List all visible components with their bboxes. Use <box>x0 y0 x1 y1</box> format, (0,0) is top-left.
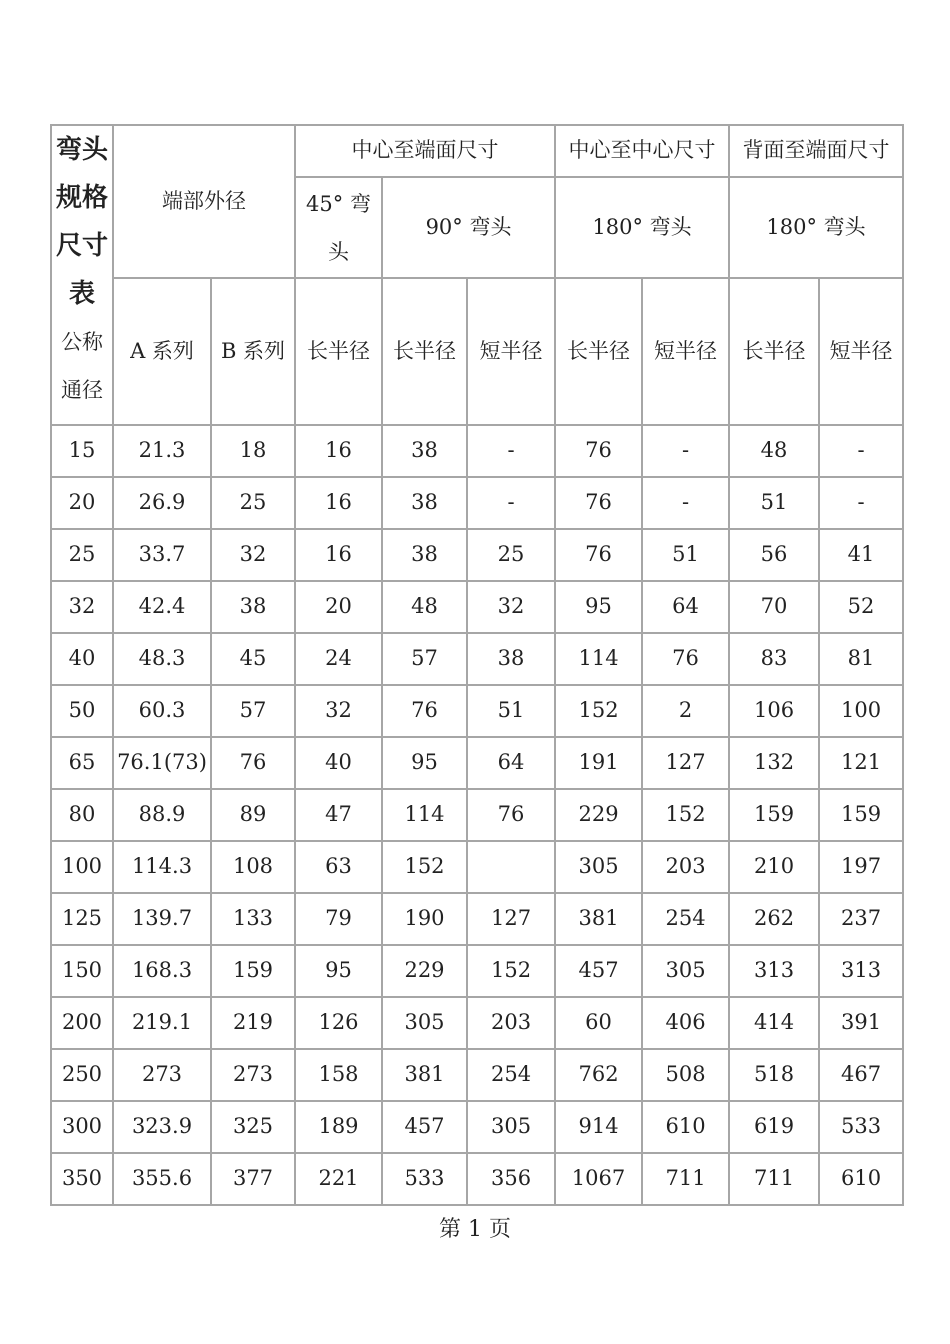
dimension-cell: 26.9 <box>113 477 211 529</box>
outer-diameter-header: 端部外径 <box>113 125 295 278</box>
dimension-cell: 610 <box>642 1101 729 1153</box>
table-row <box>51 737 903 789</box>
dimension-cell: 190 <box>382 893 467 945</box>
elbow-90-header: 90° 弯头 <box>382 177 555 278</box>
nominal-size-cell: 65 <box>51 737 113 789</box>
dimension-cell: 108 <box>211 841 295 893</box>
dimension-cell: 254 <box>467 1049 555 1101</box>
dimension-cell: 81 <box>819 633 903 685</box>
dimension-cell: 381 <box>555 893 642 945</box>
nominal-size-cell: 15 <box>51 425 113 477</box>
nominal-size-cell: 350 <box>51 1153 113 1205</box>
elbow-dimension-sheet <box>50 124 902 1206</box>
table-row <box>51 685 903 737</box>
dimension-cell: 762 <box>555 1049 642 1101</box>
elbow-180-back-header: 180° 弯头 <box>729 177 903 278</box>
dimension-cell: - <box>467 477 555 529</box>
table-row <box>51 425 903 477</box>
dimension-cell: 305 <box>642 945 729 997</box>
dimension-cell: 51 <box>642 529 729 581</box>
dimension-cell: 189 <box>295 1101 382 1153</box>
nominal-size-cell: 20 <box>51 477 113 529</box>
dimension-cell: 20 <box>295 581 382 633</box>
dimension-cell: - <box>819 425 903 477</box>
dimension-cell: 219 <box>211 997 295 1049</box>
table-row <box>51 633 903 685</box>
dimension-cell: 114 <box>555 633 642 685</box>
dimension-cell: 313 <box>729 945 819 997</box>
dimension-cell: 95 <box>295 945 382 997</box>
dimension-cell: 47 <box>295 789 382 841</box>
dimension-cell: 406 <box>642 997 729 1049</box>
column-subheader: 短半径 <box>819 278 903 425</box>
nominal-size-cell: 250 <box>51 1049 113 1101</box>
dimension-cell: 89 <box>211 789 295 841</box>
dimension-cell: 33.7 <box>113 529 211 581</box>
dimension-cell: 305 <box>467 1101 555 1153</box>
dimension-cell: 70 <box>729 581 819 633</box>
column-subheader: 长半径 <box>382 278 467 425</box>
dimension-cell: 40 <box>295 737 382 789</box>
dimension-cell: 356 <box>467 1153 555 1205</box>
dimension-cell: 210 <box>729 841 819 893</box>
dimension-cell: 76 <box>555 529 642 581</box>
dimension-cell: 168.3 <box>113 945 211 997</box>
column-subheader: 长半径 <box>729 278 819 425</box>
page-footer: 第 1 页 <box>439 1217 511 1242</box>
elbow-dimension-table <box>50 124 904 1206</box>
dimension-cell: 76 <box>467 789 555 841</box>
dimension-cell: 273 <box>113 1049 211 1101</box>
nominal-size-cell: 125 <box>51 893 113 945</box>
dimension-cell: 191 <box>555 737 642 789</box>
dimension-cell: 203 <box>467 997 555 1049</box>
dimension-cell: 219.1 <box>113 997 211 1049</box>
dimension-cell: 38 <box>467 633 555 685</box>
dimension-cell: 24 <box>295 633 382 685</box>
dimension-cell: 457 <box>382 1101 467 1153</box>
dimension-cell: 229 <box>382 945 467 997</box>
dimension-cell: - <box>642 425 729 477</box>
dimension-cell: 158 <box>295 1049 382 1101</box>
dimension-cell: 619 <box>729 1101 819 1153</box>
dimension-cell: 38 <box>382 477 467 529</box>
dimension-cell: 60.3 <box>113 685 211 737</box>
column-subheader: B 系列 <box>211 278 295 425</box>
dimension-cell: 152 <box>467 945 555 997</box>
nominal-size-cell: 80 <box>51 789 113 841</box>
dimension-cell: 518 <box>729 1049 819 1101</box>
dimension-cell: 56 <box>729 529 819 581</box>
column-subheader: 长半径 <box>295 278 382 425</box>
dimension-cell: 95 <box>555 581 642 633</box>
table-row <box>51 477 903 529</box>
table-row <box>51 529 903 581</box>
dimension-cell: 48 <box>729 425 819 477</box>
dimension-cell: 76 <box>555 425 642 477</box>
dimension-cell: 95 <box>382 737 467 789</box>
back-to-face-header: 背面至端面尺寸 <box>729 125 903 177</box>
dimension-cell: 159 <box>729 789 819 841</box>
dimension-cell: 711 <box>642 1153 729 1205</box>
dimension-cell: 32 <box>467 581 555 633</box>
center-to-center-header: 中心至中心尺寸 <box>555 125 729 177</box>
title-line: 弯头 <box>55 135 108 165</box>
title-line: 尺寸 <box>55 231 108 261</box>
column-subheader: 长半径 <box>555 278 642 425</box>
dimension-cell: 76 <box>642 633 729 685</box>
dimension-cell: 203 <box>642 841 729 893</box>
dimension-cell: 106 <box>729 685 819 737</box>
elbow-45-header <box>295 177 382 278</box>
dimension-cell: 88.9 <box>113 789 211 841</box>
table-row <box>51 997 903 1049</box>
dimension-cell: 38 <box>382 529 467 581</box>
dimension-cell: 57 <box>382 633 467 685</box>
nominal-size-cell: 200 <box>51 997 113 1049</box>
dimension-cell: 237 <box>819 893 903 945</box>
dimension-cell: 126 <box>295 997 382 1049</box>
center-to-face-header: 中心至端面尺寸 <box>295 125 555 177</box>
table-body <box>51 425 903 1205</box>
dimension-cell: 159 <box>819 789 903 841</box>
dimension-cell: 152 <box>555 685 642 737</box>
table-title-cell <box>51 125 113 425</box>
dimension-cell: 508 <box>642 1049 729 1101</box>
dimension-cell: 1067 <box>555 1153 642 1205</box>
dimension-cell: 25 <box>211 477 295 529</box>
dimension-cell: 64 <box>642 581 729 633</box>
dimension-cell: 38 <box>211 581 295 633</box>
dimension-cell: 32 <box>295 685 382 737</box>
dimension-cell: 16 <box>295 477 382 529</box>
dimension-cell: 48 <box>382 581 467 633</box>
title-line: 规格 <box>55 183 108 213</box>
dimension-cell: 60 <box>555 997 642 1049</box>
dimension-cell: - <box>642 477 729 529</box>
dimension-cell: 139.7 <box>113 893 211 945</box>
dimension-cell: 132 <box>729 737 819 789</box>
table-row <box>51 1101 903 1153</box>
dimension-cell: 76 <box>211 737 295 789</box>
column-subheader: 短半径 <box>467 278 555 425</box>
dimension-cell: - <box>467 425 555 477</box>
table-row <box>51 945 903 997</box>
title-line: 表 <box>68 279 95 309</box>
dimension-cell: 76.1(73) <box>113 737 211 789</box>
dimension-cell: 52 <box>819 581 903 633</box>
nominal-size-cell: 50 <box>51 685 113 737</box>
dimension-cell: 273 <box>211 1049 295 1101</box>
dimension-cell: 16 <box>295 529 382 581</box>
dimension-cell: 42.4 <box>113 581 211 633</box>
dimension-cell: 45 <box>211 633 295 685</box>
dimension-cell: 323.9 <box>113 1101 211 1153</box>
dimension-cell: 152 <box>642 789 729 841</box>
dimension-cell: 533 <box>382 1153 467 1205</box>
nominal-size-cell: 100 <box>51 841 113 893</box>
dimension-cell: 305 <box>382 997 467 1049</box>
dimension-cell: 262 <box>729 893 819 945</box>
dimension-cell: 711 <box>729 1153 819 1205</box>
dimension-cell: 2 <box>642 685 729 737</box>
dimension-cell: 21.3 <box>113 425 211 477</box>
nominal-size-label: 公称 <box>61 330 103 354</box>
dimension-cell: 152 <box>382 841 467 893</box>
table-row <box>51 1049 903 1101</box>
dimension-cell: 79 <box>295 893 382 945</box>
dimension-cell: 381 <box>382 1049 467 1101</box>
dimension-cell <box>467 841 555 893</box>
dimension-cell: 355.6 <box>113 1153 211 1205</box>
dimension-cell: 121 <box>819 737 903 789</box>
dimension-cell: 325 <box>211 1101 295 1153</box>
dimension-cell: 114.3 <box>113 841 211 893</box>
dimension-cell: 305 <box>555 841 642 893</box>
dimension-cell: 83 <box>729 633 819 685</box>
dimension-cell: 57 <box>211 685 295 737</box>
nominal-size-cell: 300 <box>51 1101 113 1153</box>
dimension-cell: 533 <box>819 1101 903 1153</box>
dimension-cell: 18 <box>211 425 295 477</box>
column-subheader: A 系列 <box>113 278 211 425</box>
table-row <box>51 1153 903 1205</box>
dimension-cell: 467 <box>819 1049 903 1101</box>
table-row <box>51 841 903 893</box>
dimension-cell: 457 <box>555 945 642 997</box>
elbow-45-line: 头 <box>328 239 349 264</box>
table-row <box>51 581 903 633</box>
nominal-size-cell: 25 <box>51 529 113 581</box>
dimension-cell: 127 <box>642 737 729 789</box>
dimension-cell: 914 <box>555 1101 642 1153</box>
dimension-cell: 313 <box>819 945 903 997</box>
dimension-cell: 197 <box>819 841 903 893</box>
dimension-cell: 16 <box>295 425 382 477</box>
elbow-180-center-header: 180° 弯头 <box>555 177 729 278</box>
dimension-cell: 610 <box>819 1153 903 1205</box>
dimension-cell: 127 <box>467 893 555 945</box>
dimension-cell: 254 <box>642 893 729 945</box>
dimension-cell: 133 <box>211 893 295 945</box>
dimension-cell: 377 <box>211 1153 295 1205</box>
elbow-45-line: 45° 弯 <box>306 191 371 216</box>
dimension-cell: 159 <box>211 945 295 997</box>
dimension-cell: 32 <box>211 529 295 581</box>
column-subheader: 短半径 <box>642 278 729 425</box>
nominal-size-cell: 40 <box>51 633 113 685</box>
dimension-cell: 51 <box>467 685 555 737</box>
dimension-cell: 76 <box>382 685 467 737</box>
dimension-cell: 414 <box>729 997 819 1049</box>
dimension-cell: 38 <box>382 425 467 477</box>
dimension-cell: 221 <box>295 1153 382 1205</box>
nominal-size-cell: 150 <box>51 945 113 997</box>
table-row <box>51 893 903 945</box>
dimension-cell: 48.3 <box>113 633 211 685</box>
nominal-size-cell: 32 <box>51 581 113 633</box>
nominal-size-label: 通径 <box>61 378 103 402</box>
dimension-cell: 229 <box>555 789 642 841</box>
dimension-cell: 391 <box>819 997 903 1049</box>
table-row <box>51 789 903 841</box>
dimension-cell: 51 <box>729 477 819 529</box>
dimension-cell: 100 <box>819 685 903 737</box>
dimension-cell: 41 <box>819 529 903 581</box>
dimension-cell: 76 <box>555 477 642 529</box>
dimension-cell: 63 <box>295 841 382 893</box>
dimension-cell: 114 <box>382 789 467 841</box>
dimension-cell: - <box>819 477 903 529</box>
dimension-cell: 25 <box>467 529 555 581</box>
dimension-cell: 64 <box>467 737 555 789</box>
